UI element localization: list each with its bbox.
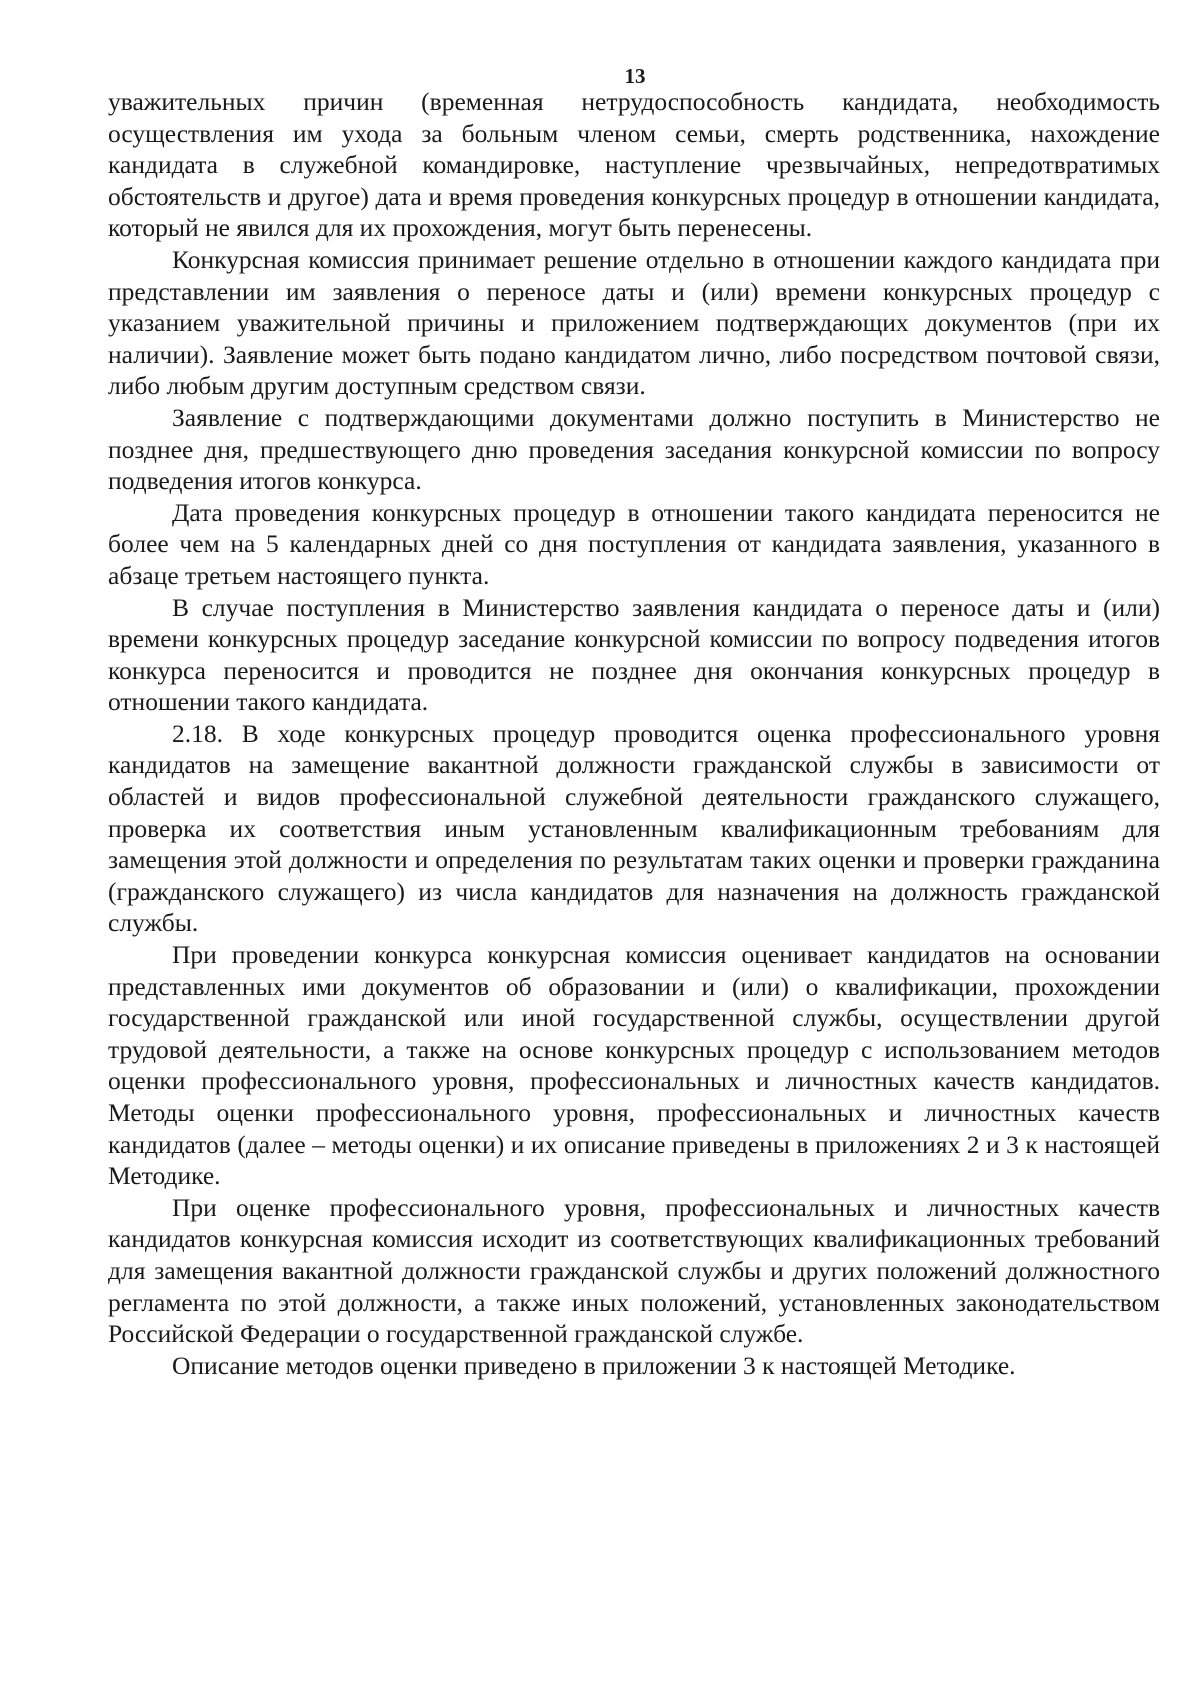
paragraph: Дата проведения конкурсных процедур в отношении такого кандидата переносится не более чем на 5 календарных дней со дня поступления от кандидата заявления, указанного в абзаце третьем настоящего пункта.: [108, 497, 1160, 590]
paragraph: Заявление с подтверждающими документами должно поступить в Министерство не позднее дня, предшествующего дню проведения заседания конкурсной комиссии по вопросу подведения итогов конкурса.: [108, 402, 1160, 496]
paragraph: При оценке профессионального уровня, профессиональных и личностных качеств кандидатов конкурсная комиссия исходит из соответствующих квалификационных требований для замещения вакантной должности гражданской службы и других положений должностного регламента по этой должности, а также иных положений, установленных законодательством Российской Федерации о государственной гражданской службе.: [108, 1192, 1160, 1349]
paragraph: В случае поступления в Министерство заявления кандидата о переносе даты и (или) времени конкурсных процедур заседание конкурсной комиссии по вопросу подведения итогов конкурса переносится и проводится не позднее дня окончания конкурсных процедур в отношении такого кандидата.: [108, 592, 1160, 717]
page-number: 13: [624, 64, 646, 88]
paragraph-section-2-18: 2.18. В ходе конкурсных процедур проводится оценка профессионального уровня кандидатов на замещение вакантной должности гражданской службы в зависимости от областей и видов профессиональной служебной деятельности гражданского служащего, проверка их соответствия иным установленным квалификационным требованиям для замещения этой должности и определения по результатам таких оценки и проверки гражданина (гражданского служащего) из числа кандидатов для назначения на должность гражданской службы.: [108, 718, 1160, 938]
paragraph: При проведении конкурса конкурсная комиссия оценивает кандидатов на основании представленных ими документов об образовании и (или) о квалификации, прохождении государственной гражданской или иной государственной службы, осуществлении другой трудовой деятельности, а также на основе конкурсных процедур с использованием методов оценки профессионального уровня, профессиональных и личностных качеств кандидатов. Методы оценки профессионального уровня, профессиональных и личностных качеств кандидатов (далее – методы оценки) и их описание приведены в приложениях 2 и 3 к настоящей Методике.: [108, 940, 1160, 1191]
paragraph: Конкурсная комиссия принимает решение отдельно в отношении каждого кандидата при представлении им заявления о переносе даты и (или) времени конкурсных процедур с указанием уважительной причины и приложением подтверждающих документов (при их наличии). Заявление может быть подано кандидатом лично, либо посредством почтовой связи, либо любым другим доступным средством связи.: [108, 244, 1160, 401]
paragraph: Описание методов оценки приведено в приложении 3 к настоящей Методике.: [172, 1350, 1016, 1380]
paragraph-continuation: уважительных причин (временная нетрудоспособность кандидата, необходимость осуществления им ухода за больным членом семьи, смерть родственника, нахождение кандидата в служебной командировке, наступление чрезвычайных, непредотвратимых обстоятельств и другое) дата и время проведения конкурсных процедур в отношении кандидата, который не явился для их прохождения, могут быть перенесены.: [108, 87, 1160, 243]
document-body: [108, 86, 1160, 1381]
